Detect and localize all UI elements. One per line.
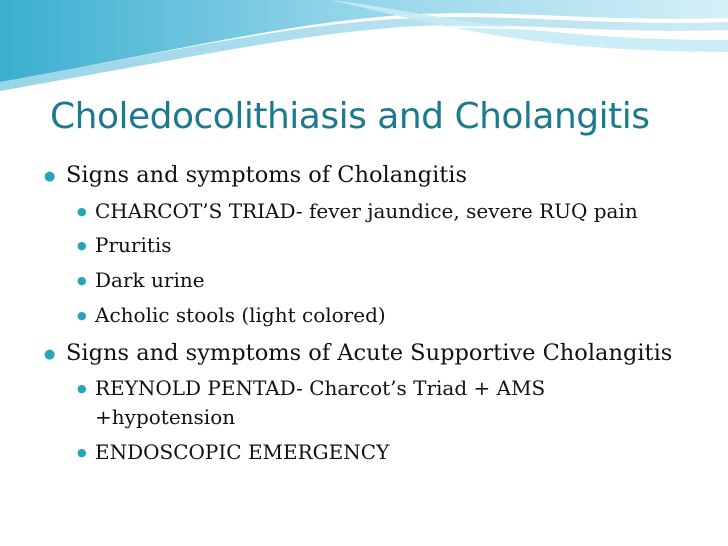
bullet-item bbox=[44, 162, 468, 188]
bullet-continuation bbox=[95, 405, 235, 429]
bullet-text: +hypotension bbox=[95, 405, 236, 429]
bullet-icon: ● bbox=[44, 347, 56, 362]
bullet-item bbox=[77, 233, 172, 257]
bullet-icon: ● bbox=[77, 274, 87, 287]
bullet-icon: ● bbox=[77, 239, 87, 252]
header-wave-decoration bbox=[0, 0, 728, 100]
bullet-text: Pruritis bbox=[95, 233, 172, 257]
bullet-text: CHARCOT’S TRIAD- fever jaundice, severe RUQ pain bbox=[95, 199, 638, 223]
bullet-item bbox=[77, 199, 638, 223]
bullet-text: Acholic stools (light colored) bbox=[95, 303, 386, 327]
bullet-icon: ● bbox=[44, 169, 56, 184]
bullet-item bbox=[77, 268, 205, 292]
bullet-text: REYNOLD PENTAD- Charcot’s Triad + AMS bbox=[95, 376, 546, 400]
bullet-item bbox=[77, 440, 390, 464]
section-heading: Signs and symptoms of Cholangitis bbox=[66, 162, 468, 188]
bullet-text: ENDOSCOPIC EMERGENCY bbox=[95, 440, 390, 464]
section-heading: Signs and symptoms of Acute Supportive Cholangitis bbox=[66, 340, 673, 366]
bullet-icon: ● bbox=[77, 382, 87, 395]
bullet-icon: ● bbox=[77, 205, 87, 218]
bullet-icon: ● bbox=[77, 309, 87, 322]
slide-title: Choledocolithiasis and Cholangitis bbox=[50, 96, 650, 137]
bullet-text: Dark urine bbox=[95, 268, 205, 292]
bullet-item bbox=[44, 340, 673, 366]
bullet-icon: ● bbox=[77, 446, 87, 459]
bullet-item bbox=[77, 376, 546, 400]
bullet-item bbox=[77, 303, 386, 327]
